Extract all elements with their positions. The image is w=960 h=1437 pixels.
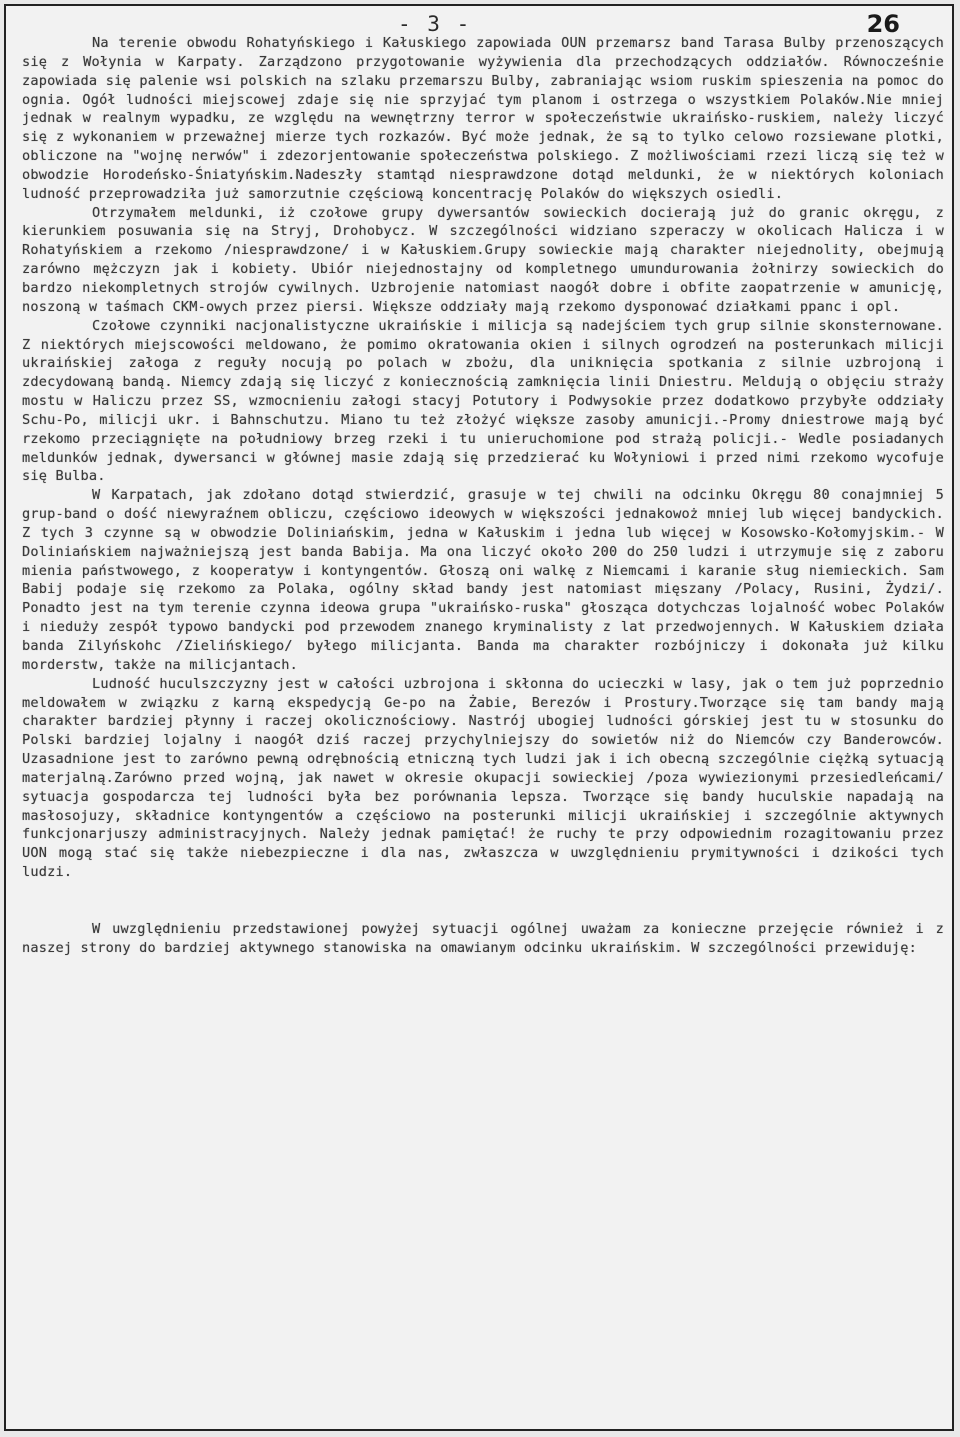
paragraph-gap bbox=[22, 882, 944, 920]
paragraph-soviet-diversants: Otrzymałem meldunki, iż czołowe grupy dywersantów sowieckich docierają już do granic okręgu, z kierunkiem posuwania się na Stryj, Drohobycz. W szczególności widziano szperaczy w okolicach Halicza i w Rohatyńskiem a rzekomo /niesprawdzone/ i w Kałuskiem.Grupy sowieckie mają charakter niejednolity, obejmują zarówno mężczyzn jak i kobiety. Ubiór niejednostajny od kompletnego umundurowania żołnirzy sowieckich do bardzo niekompletnych strojów cywilnych. Uzbrojenie natomiast naogół dobre i obfite zaopatrzenie w amunicję, noszoną w taśmach CKM-owych przez piersi. Większe oddziały mają rzekomo dysponować działkami ppanc i opl. bbox=[22, 204, 944, 315]
paragraph-nationalist-reaction: Czołowe czynniki nacjonalistyczne ukraińskie i milicja są nadejściem tych grup silnie skonsternowane. Z niektórych miejscowości meldowano, że pomimo okratowania okien i silnych ogrodzeń na posterunkach milicji ukraińskiej załoga z reguły nocują po polach w zbożu, dla uniknięcia spotkania z silnie uzbrojoną i zdecydowaną bandą. Niemcy zdają się liczyć z koniecznością zamknięcia linii Dniestru. Meldują o objęciu straży mostu w Haliczu przez SS, wzmocnieniu załogi stacyj Potutory i Podwysokie przez dodatkowo przybyłe oddziały Schu-Po, milicji ukr. i Bahnschutzu. Miano tu też złożyć większe zasoby amunicji.-Promy dniestrowe mają być rzekomo przeciągnięte na południowy brzeg rzeki i tu unieruchomione pod strażą policji.- Wedle posiadanych meldunków jednak, dywersanci w głównej masie zdają się przedzierać ku Wołyniowi i przed nimi rzekomo wycofuje się Bulba. bbox=[22, 317, 944, 485]
page-number: - 3 - bbox=[398, 12, 472, 36]
paragraph-conclusion: W uwzględnieniu przedstawionej powyżej sytuacji ogólnej uważam za konieczne przejęcie również i z naszej strony do bardziej aktywnego stanowiska na omawianym odcinku ukraińskim. W szczególności przewiduję: bbox=[22, 920, 944, 956]
paragraph-carpathian-bands: W Karpatach, jak zdołano dotąd stwierdzić, grasuje w tej chwili na odcinku Okręgu 80 conajmniej 5 grup-band o dość niewyraźnem obliczu, częściowo ideowych w większości jednakowoż mniej lub więcej bandyckich. Z tych 3 czynne są w obwodzie Doliniańskim, jedna w Kałuskim i jedna lub więcej w Kosowsko-Kołomyjskim.- W Doliniańskiem najważniejszą jest banda Babija. Ma ona liczyć około 200 do 250 ludzi i utrzymuje się z zaboru mienia państwowego, z kooperatyw i kontyngentów. Głoszą oni walkę z Niemcami i karanie sług niemieckich. Sam Babij podaje się rzekomo za Polaka, ogólny skład bandy jest natomiast mięszany /Polacy, Rusini, Żydzi/. Ponadto jest na tym terenie czynna ideowa grupa "ukraińsko-ruska" głosząca dotychczas lojalność wobec Polaków i nieduży zespół typowo bandycki pod przewodem znanego kryminalisty z lat przedwojennych. W Kałuskiem działa banda Zilyńskohc /Zielińskiego/ byłego milicjanta. Banda ma charakter rozbójniczy i dokonała już kilku morderstw, także na milicjantach. bbox=[22, 487, 944, 673]
paragraph-bulba-march: Na terenie obwodu Rohatyńskiego i Kałuskiego zapowiada OUN przemarsz band Tarasa Bulby przenoszących się z Wołynia w Karpaty. Zarządzono przygotowanie wyżywienia dla przechodzących oddziałów. Równocześnie zapowiada się palenie wsi polskich na szlaku przemarszu Bulby, zabraniając wsiom ruskim spieszenia na pomoc do ognia. Ogół ludności miejscowej zdaje się nie sprzyjać tym planom i ostrzega o wszystkiem Polaków.Nie mniej jednak w realnym wypadku, ze względu na wewnętrzny terror w społeczeństwie ukraińsko-ruskiem, należy liczyć się z wykonaniem w przeważnej mierze tych rozkazów. Być może jednak, że są to tylko celowo rozsiewane plotki, obliczone na "wojnę nerwów" i zdezorjentowanie społeczeństwa polskiego. Z możliwościami rzezi liczą się też w obwodzie Horodeńsko-Śniatyńskim.Nadeszły stamtąd niesprawdzone dotąd meldunki, że w niektórych koloniach ludność przeprowadziła już samorzutnie częściową koncentrację Polaków do większych osiedli. bbox=[22, 35, 944, 202]
handwritten-archive-number: 26 bbox=[866, 10, 900, 38]
document-body bbox=[22, 34, 944, 958]
paragraph-hutsul-population: Ludność huculszczyzny jest w całości uzbrojona i skłonna do ucieczki w lasy, jak o tem już poprzednio meldowałem w związku z karną ekspedycją Ge-po na Żabie, Berezów i Prostury.Tworzące się tam bandy mają charakter bardziej płynny i raczej okolicznościowy. Nastrój ubogiej ludności górskiej jest tu w stosunku do Polski bardziej lojalny i naogół dziś raczej przychylniejszy do sowietów niż do Niemców czy Banderowców. Uzasadnione jest to zarówno pewną odrębnością etniczną tych ludzi jak i ich obecną szczególnie ciężką sytuacją materjalną.Zarówno przed wojną, jak nawet w okresie okupacji sowieckiej /poza wywiezionymi przesiedleńcami/ sytuacja gospodarcza tej ludności była bez porównania lepsza. Tworzące się bandy huculskie napadają na masłosojuzy, składnice kontyngentów a częściowo na posterunki milicji ukraińskiej i szczególnie aktywnych funkcjonarjuszy administracyjnych. Należy jednak pamiętać! że ruchy te przy odpowiednim rozagitowaniu przez UON mogą stać się także niebezpieczne i dla nas, zwłaszcza w uwzględnieniu prymitywności i dzikości tych ludzi. bbox=[22, 675, 944, 881]
scanned-document-page bbox=[4, 4, 954, 1431]
